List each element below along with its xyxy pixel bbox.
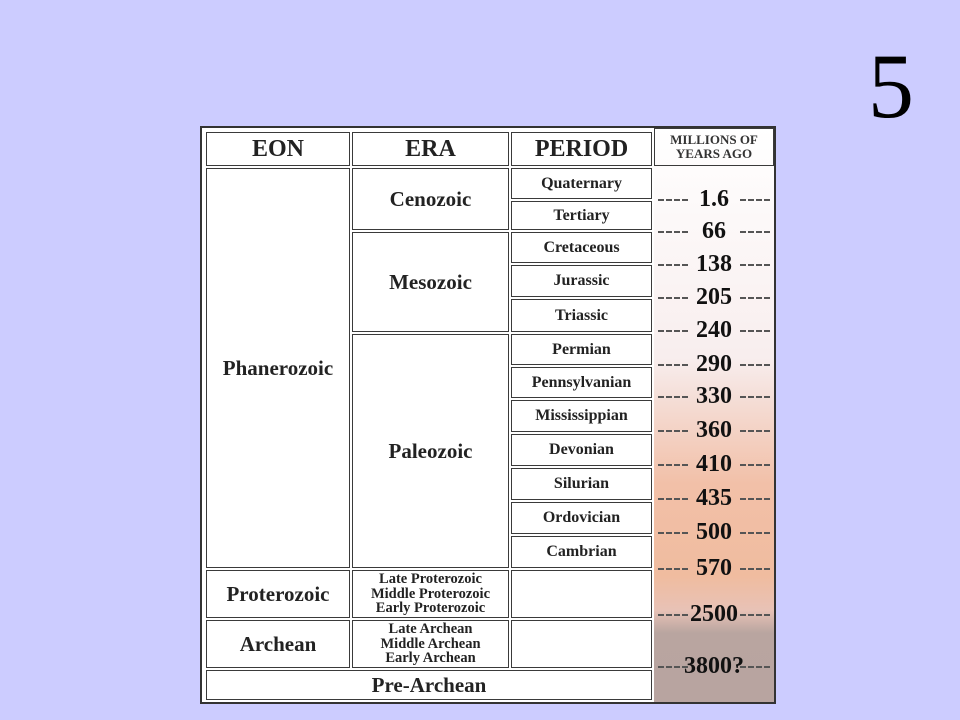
era-early-proterozoic: Early Proterozoic: [375, 600, 486, 617]
period-proterozoic-empty: [511, 570, 652, 618]
period-jurassic: Jurassic: [511, 265, 652, 297]
era-cenozoic: Cenozoic: [352, 168, 509, 230]
era-late-archean: Late Archean: [388, 621, 473, 638]
mya-value: 240: [696, 317, 732, 343]
mya-value: 435: [696, 485, 732, 511]
mya-value: 66: [702, 218, 726, 244]
era-middle-archean: Middle Archean: [380, 635, 481, 652]
header-millions-of-years-ago: [654, 128, 774, 166]
period-devonian: Devonian: [511, 434, 652, 466]
slide-number: 5: [868, 35, 914, 137]
period-cretaceous: Cretaceous: [511, 232, 652, 263]
mya-value: 2500: [690, 601, 738, 627]
period-mississippian: Mississippian: [511, 400, 652, 432]
period-pennsylvanian: Pennsylvanian: [511, 367, 652, 398]
header-mya-line2: YEARS AGO: [675, 146, 753, 161]
eon-pre-archean: Pre-Archean: [206, 670, 652, 700]
period-triassic: Triassic: [511, 299, 652, 332]
eon-proterozoic: Proterozoic: [206, 570, 350, 618]
era-middle-proterozoic: Middle Proterozoic: [370, 585, 491, 602]
mya-value: 500: [696, 519, 732, 545]
mya-value: 1.6: [699, 186, 729, 212]
geologic-time-table: [200, 126, 776, 704]
period-permian: Permian: [511, 334, 652, 365]
period-cambrian: Cambrian: [511, 536, 652, 568]
eon-phanerozoic: Phanerozoic: [206, 168, 350, 568]
mya-value: 138: [696, 251, 732, 277]
era-early-archean: Early Archean: [385, 650, 476, 667]
mya-value: 570: [696, 555, 732, 581]
era-proterozoic-subdivisions: [352, 570, 509, 618]
period-tertiary: Tertiary: [511, 201, 652, 230]
era-late-proterozoic: Late Proterozoic: [379, 571, 482, 588]
era-mesozoic: Mesozoic: [352, 232, 509, 332]
mya-value: 360: [696, 417, 732, 443]
header-period: PERIOD: [511, 132, 652, 166]
era-paleozoic: Paleozoic: [352, 334, 509, 568]
header-mya-line1: MILLIONS OF: [670, 132, 758, 148]
mya-value: 330: [696, 383, 732, 409]
period-quaternary: Quaternary: [511, 168, 652, 199]
eon-archean: Archean: [206, 620, 350, 668]
period-silurian: Silurian: [511, 468, 652, 500]
period-archean-empty: [511, 620, 652, 668]
header-era: ERA: [352, 132, 509, 166]
mya-value: 290: [696, 351, 732, 377]
header-eon: EON: [206, 132, 350, 166]
mya-value: 205: [696, 284, 732, 310]
period-ordovician: Ordovician: [511, 502, 652, 534]
era-archean-subdivisions: [352, 620, 509, 668]
mya-value: 410: [696, 451, 732, 477]
mya-value: 3800?: [684, 653, 744, 679]
